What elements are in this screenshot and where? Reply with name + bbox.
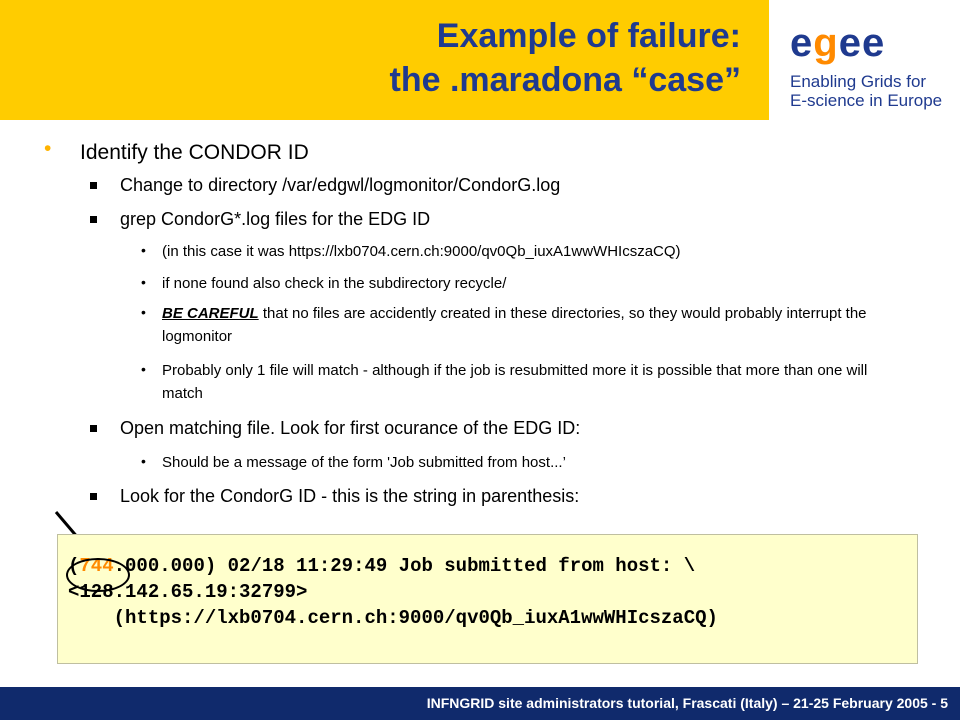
square-bullet-icon <box>90 216 97 223</box>
bullet-dot-icon: • <box>141 242 146 258</box>
footer-text: INFNGRID site administrators tutorial, Frascati (Italy) – 21-25 February 2005 - 5 <box>426 695 948 711</box>
logo-subtitle-line-1: Enabling Grids for <box>790 72 927 91</box>
title-banner <box>0 0 769 120</box>
code-line-3: (https://lxb0704.cern.ch:9000/qv0Qb_iuxA1wwWHIcszaCQ) <box>68 607 718 629</box>
square-bullet-icon <box>90 493 97 500</box>
bullet-condorg-id: Look for the CondorG ID - this is the string in parenthesis: <box>120 486 580 506</box>
bullet-dot-icon: • <box>141 274 146 290</box>
be-careful-text: that no files are accidently created in these directories, so they would probably interrupt the logmonitor <box>162 305 867 345</box>
egee-logo <box>790 21 943 112</box>
title-line-1: Example of failure: <box>436 17 741 55</box>
bullet-grep-files: grep CondorG*.log files for the EDG ID <box>120 209 431 229</box>
logo-letter-e: e <box>790 21 814 65</box>
sub-bullet-be-careful <box>162 302 902 348</box>
log-excerpt-box <box>57 534 918 664</box>
bullet-dot-icon: • <box>141 361 146 377</box>
condor-id-circle <box>66 558 130 592</box>
slide-title <box>390 14 741 102</box>
bullet-open-file: Open matching file. Look for first ocurance of the EDG ID: <box>120 418 581 438</box>
code-line-2: <128.142.65.19:32799> <box>68 581 308 603</box>
logo-letter-e: e <box>838 21 862 65</box>
bullet-dot-icon: • <box>44 137 52 160</box>
sub-bullet-one-file: Probably only 1 file will match - although if the job is resubmitted more it is possible that more than one will match <box>162 362 868 402</box>
logo-subtitle-line-2: E-science in Europe <box>790 91 943 110</box>
footer-bar <box>0 687 960 720</box>
logo-subtitle <box>790 72 942 110</box>
bullet-change-directory: Change to directory /var/edgwl/logmonitor/CondorG.log <box>120 175 561 195</box>
bullet-identify-condor-id: Identify the CONDOR ID <box>80 141 309 164</box>
title-line-2: the .maradona “case” <box>389 61 741 99</box>
bullet-dot-icon: • <box>141 304 146 320</box>
bullet-dot-icon: • <box>141 453 146 469</box>
logo-letter-g: g <box>813 21 839 65</box>
square-bullet-icon <box>90 182 97 189</box>
sub-bullet-example-id: (in this case it was https://lxb0704.cern.ch:9000/qv0Qb_iuxA1wwWHIcszaCQ) <box>162 243 681 260</box>
log-excerpt-text <box>68 553 718 631</box>
code-paren: ( <box>68 555 80 577</box>
code-line-1: .000.000) 02/18 11:29:49 Job submitted from host: \ <box>113 555 696 577</box>
sub-bullet-message-form: Should be a message of the form 'Job submitted from host...’ <box>162 454 566 471</box>
square-bullet-icon <box>90 425 97 432</box>
logo-letter-e: e <box>861 21 886 65</box>
sub-bullet-recycle: if none found also check in the subdirectory recycle/ <box>162 275 507 292</box>
condor-id-highlight: 744 <box>79 555 114 577</box>
be-careful-emphasis: BE CAREFUL <box>162 305 259 322</box>
logo-wordmark <box>790 22 885 64</box>
